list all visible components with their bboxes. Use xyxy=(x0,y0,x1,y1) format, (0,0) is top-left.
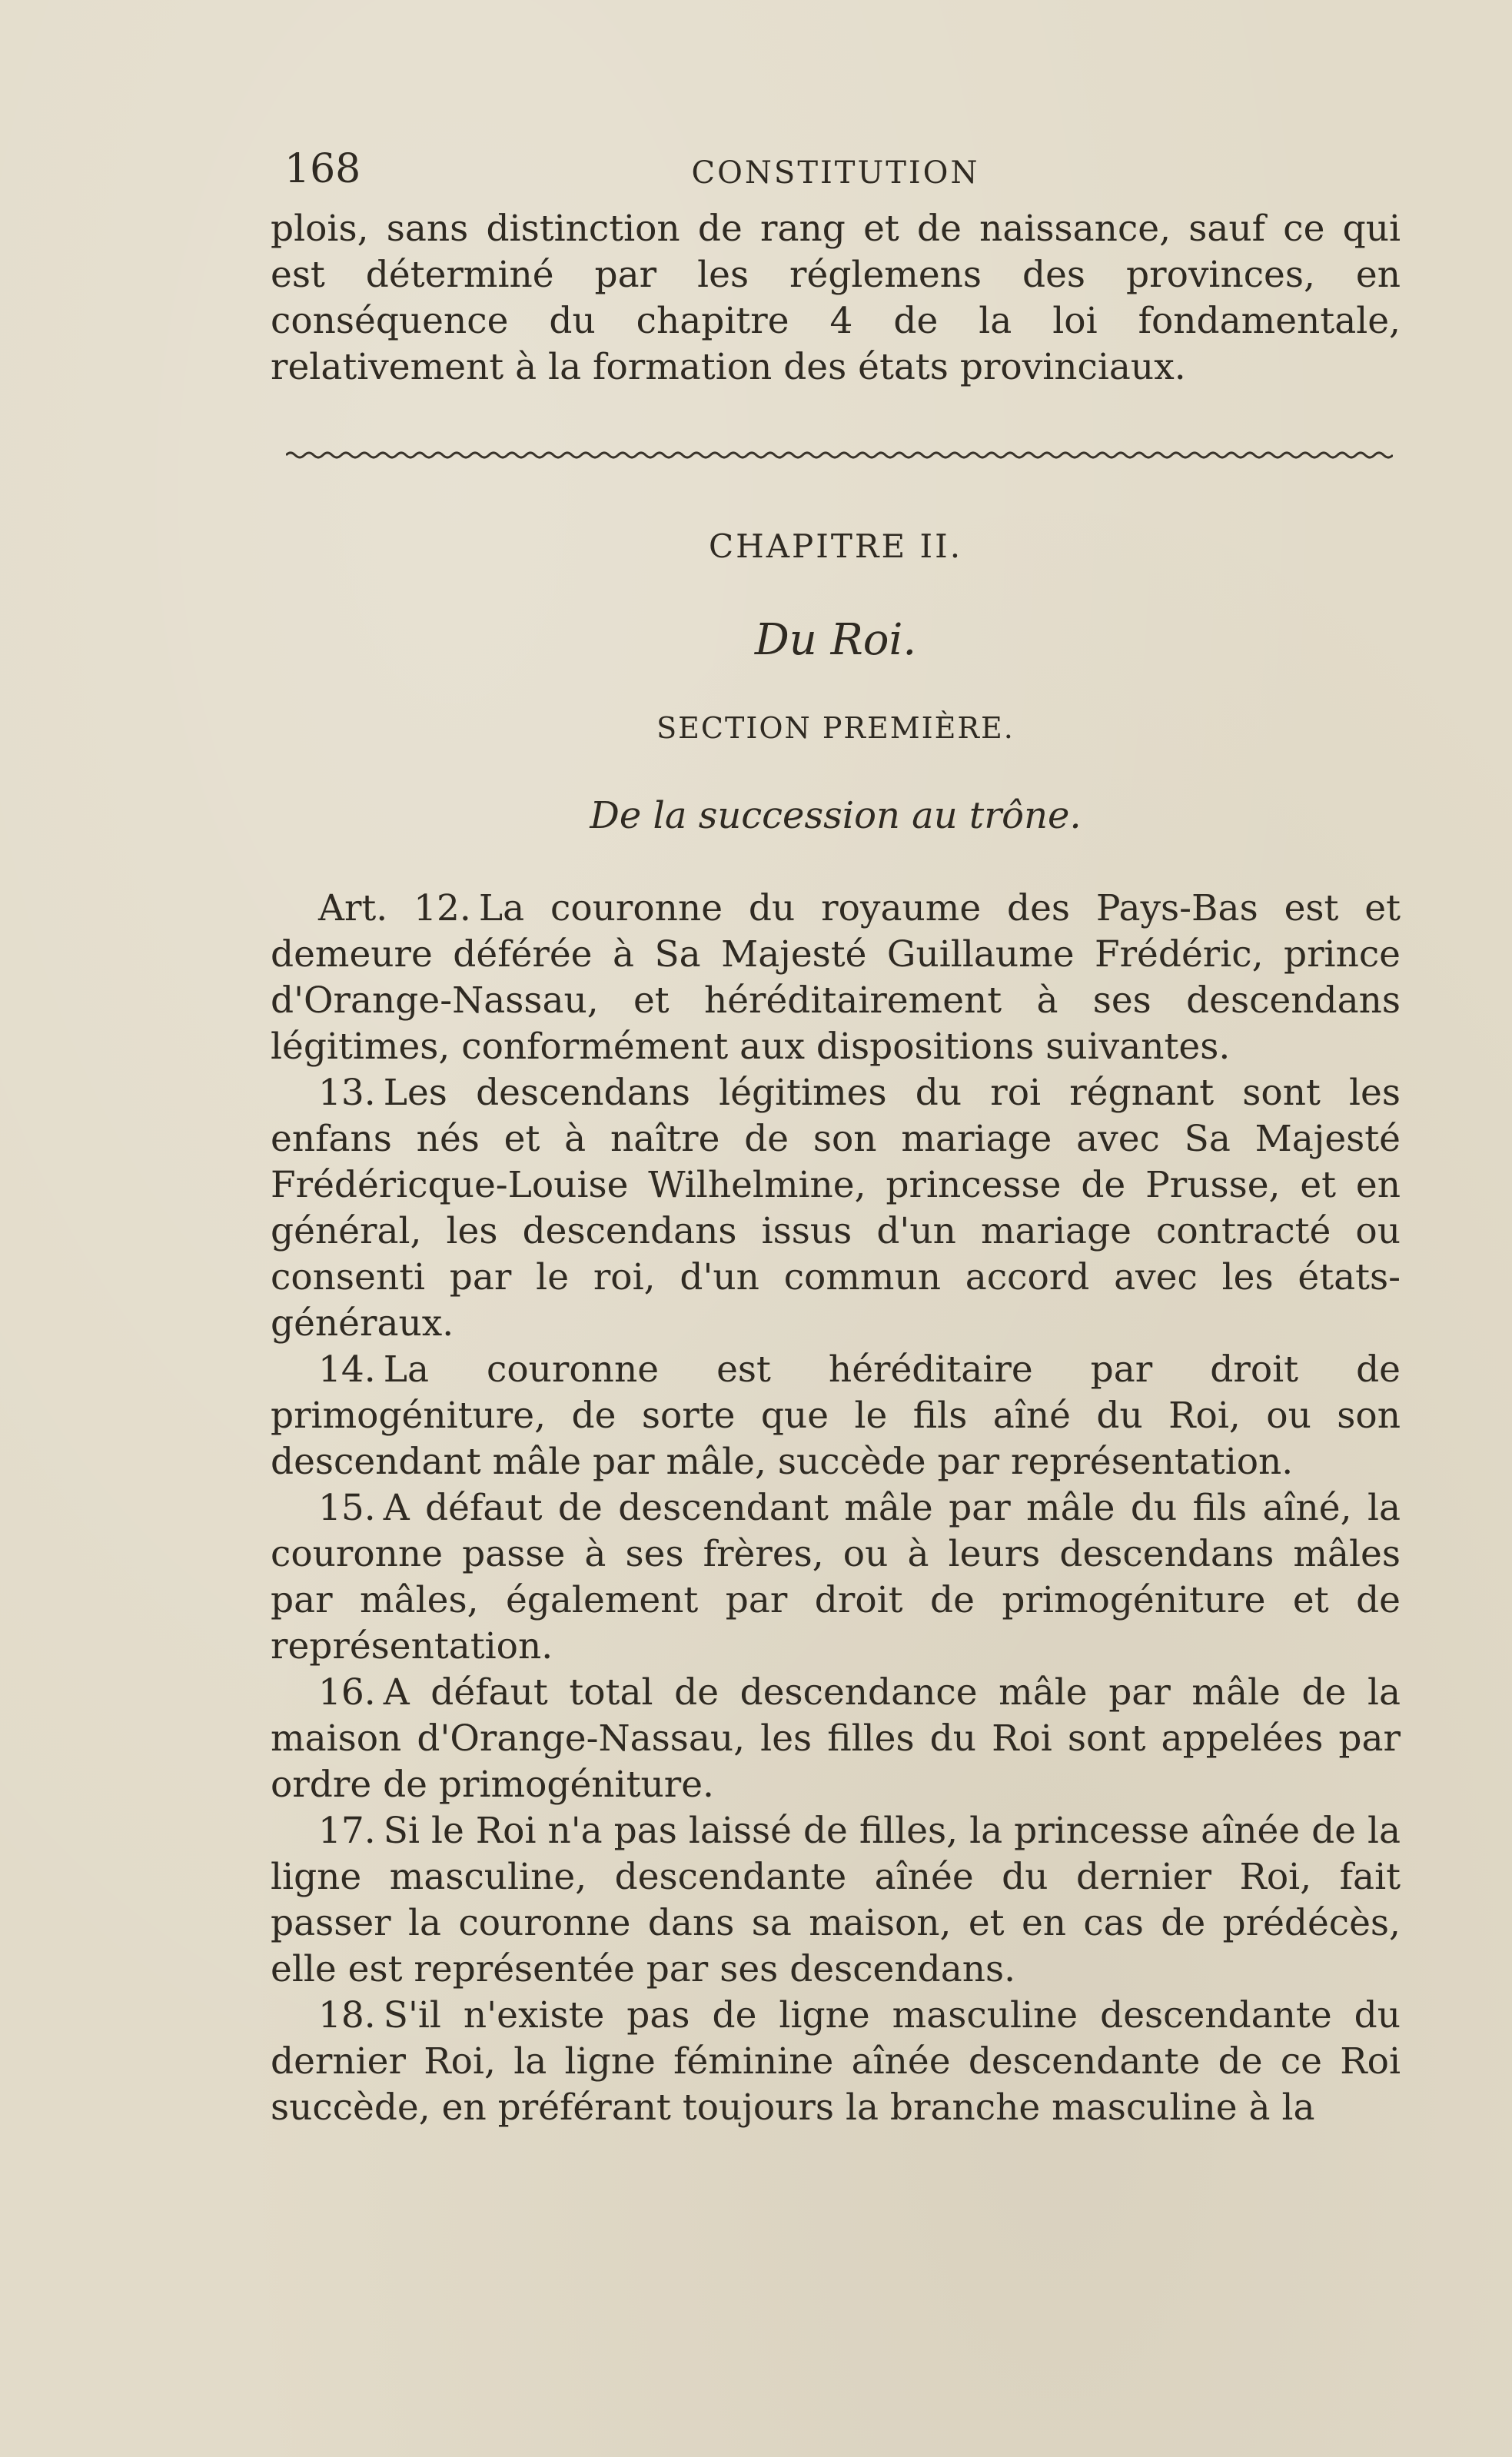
section-title: SECTION PREMIÈRE. xyxy=(656,711,1015,745)
article-15 xyxy=(271,1485,1401,1670)
article-text: A défaut de descendant mâle par mâle du fils aîné, la couronne passe à ses frères, ou à leurs descendans mâles par mâles, également par droit de primogéniture et de représentation. xyxy=(271,1487,1401,1667)
article-text: S'il n'existe pas de ligne masculine descendante du dernier Roi, la ligne féminine aînée descendante de ce Roi succède, en préférant toujours la branche masculine à la xyxy=(271,1994,1401,2129)
article-number: 17. xyxy=(318,1810,376,1852)
article-text: La couronne est héréditaire par droit de primogéniture, de sorte que le fils aîné du Roi, ou son descendant mâle par mâle, succède par représentation. xyxy=(271,1348,1401,1483)
article-number: 16. xyxy=(318,1671,376,1714)
article-16 xyxy=(271,1670,1401,1808)
page-number: 168 xyxy=(284,146,361,192)
article-number: 14. xyxy=(318,1348,376,1391)
article-18 xyxy=(271,1993,1401,2131)
article-13 xyxy=(271,1070,1401,1347)
article-number: 18. xyxy=(318,1994,376,2036)
section-subtitle: De la succession au trône. xyxy=(590,794,1082,837)
running-head: CONSTITUTION xyxy=(691,155,980,191)
article-number: 13. xyxy=(318,1072,376,1114)
article-14 xyxy=(271,1347,1401,1485)
article-12 xyxy=(271,886,1401,1070)
article-text: La couronne du royaume des Pays-Bas est et demeure déférée à Sa Majesté Guillaume Frédéric, prince d'Orange-Nassau, et héréditairement à ses descendans légitimes, conformément aux dispositions suivantes. xyxy=(271,887,1401,1068)
article-number: 15. xyxy=(318,1487,376,1529)
article-text: Si le Roi n'a pas laissé de filles, la princesse aînée de la ligne masculine, descendante aînée du dernier Roi, fait passer la couronne dans sa maison, et en cas de prédécès, elle est représentée par ses descendans. xyxy=(271,1810,1401,1990)
article-number: Art. 12. xyxy=(318,887,471,929)
article-text: Les descendans légitimes du roi régnant sont les enfans nés et à naître de son mariage avec Sa Majesté Frédéricque-Louise Wilhelmine, princesse de Prusse, et en général, les descendans issus d'un mariage contracté ou consenti par le roi, d'un commun accord avec les états-généraux. xyxy=(271,1072,1401,1345)
page-header xyxy=(271,146,1401,200)
continuation-paragraph-block xyxy=(271,206,1401,391)
chapter-title: CHAPITRE II. xyxy=(708,527,963,565)
ornamental-divider xyxy=(286,450,1393,460)
articles-list xyxy=(271,886,1401,2131)
chapter-subtitle: Du Roi. xyxy=(754,615,917,665)
article-text: A défaut total de descendance mâle par mâle de la maison d'Orange-Nassau, les filles du Roi sont appelées par ordre de primogéniture. xyxy=(271,1671,1401,1806)
continuation-paragraph: plois, sans distinction de rang et de naissance, sauf ce qui est déterminé par les réglemens des provinces, en conséquence du chapitre 4 de la loi fondamentale, relativement à la formation des états provinciaux. xyxy=(271,208,1401,388)
article-17 xyxy=(271,1808,1401,1993)
